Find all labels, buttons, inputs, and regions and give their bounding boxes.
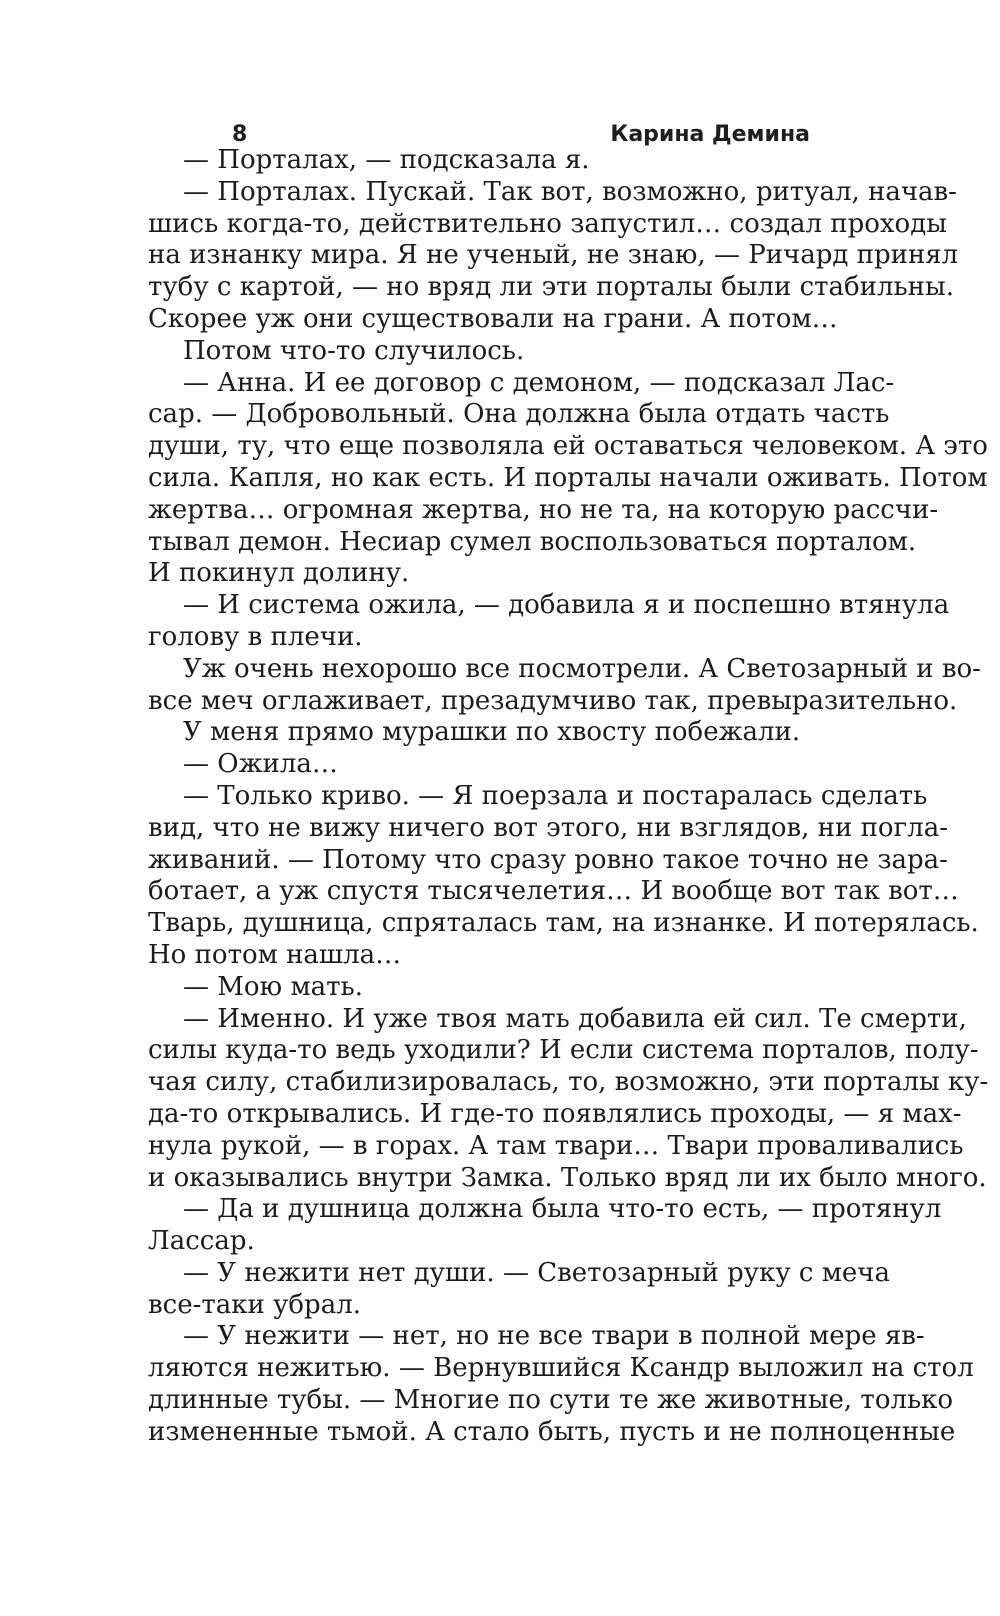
text-line: Лассар.: [148, 1226, 255, 1257]
text-line: силы куда-то ведь уходили? И если система порталов, полу-: [148, 1035, 979, 1066]
text-line: — У нежити — нет, но не все твари в полной мере яв-: [183, 1321, 925, 1352]
text-line: — Мою мать.: [183, 971, 363, 1002]
text-line: Тварь, душница, спряталась там, на изнанке. И потерялась.: [148, 908, 979, 939]
text-line: — Да и душница должна была что-то есть, — протянул: [183, 1194, 942, 1225]
text-line: У меня прямо мурашки по хвосту побежали.: [183, 717, 801, 748]
text-line: ботает, а уж спустя тысячелетия… И вообще вот так вот…: [148, 876, 959, 907]
text-line: шись когда-то, действительно запустил… создал проходы: [148, 208, 947, 239]
text-line: — Порталах, — подсказала я.: [183, 145, 590, 175]
text-line: Скорее уж они существовали на грани. А потом…: [148, 303, 838, 334]
text-line: — Только криво. — Я поерзала и постаралась сделать: [183, 780, 928, 811]
text-line: да-то открывались. И где-то появлялись проходы, — я мах-: [148, 1098, 962, 1129]
text-line: — Порталах. Пускай. Так вот, возможно, ритуал, начав-: [183, 176, 957, 207]
text-line: тубу с картой, — но вряд ли эти порталы были стабильны.: [148, 272, 954, 303]
text-line: Уж очень нехорошо все посмотрели. А Светозарный и во-: [183, 653, 981, 684]
text-line: тывал демон. Несиар сумел воспользоваться порталом.: [148, 526, 917, 557]
text-line: ляются нежитью. — Вернувшийся Ксандр выложил на стол: [148, 1353, 974, 1384]
text-line: сар. — Добровольный. Она должна была отдать часть: [148, 399, 890, 430]
page-number: 8: [232, 122, 248, 147]
text-line: на изнанку мира. Я не ученый, не знаю, — Ричард принял: [148, 240, 959, 271]
text-line: души, ту, что еще позволяла ей оставаться человеком. А это: [148, 431, 988, 462]
text-line: вид, что не вижу ничего вот этого, ни взглядов, ни погла-: [148, 812, 948, 843]
text-line: — Ожила…: [183, 749, 338, 780]
body-text: [148, 145, 989, 1449]
text-line: все меч оглаживает, презадумчиво так, превыразительно.: [148, 685, 958, 716]
text-line: — Именно. И уже твоя мать добавила ей сил. Те смерти,: [183, 1003, 967, 1034]
text-line: длинные тубы. — Многие по сути те же животные, только: [148, 1385, 954, 1416]
text-line: нула рукой, — в горах. А там твари… Твари проваливались: [148, 1130, 964, 1161]
text-line: жертва… огромная жертва, но не та, на которую рассчи-: [148, 494, 939, 525]
text-line: все-таки убрал.: [148, 1289, 361, 1320]
text-line: голову в плечи.: [148, 621, 363, 652]
text-line: сила. Капля, но как есть. И порталы начали оживать. Потом: [148, 462, 988, 493]
text-line: Потом что-то случилось.: [183, 335, 525, 366]
text-line: живаний. — Потому что сразу ровно такое точно не зара-: [148, 844, 948, 875]
text-line: Но потом нашла…: [148, 939, 402, 970]
text-line: чая силу, стабилизировалась, то, возможно, эти порталы ку-: [148, 1067, 989, 1098]
text-line: и оказывались внутри Замка. Только вряд ли их было много.: [148, 1162, 987, 1193]
text-line: — Анна. И ее договор с демоном, — подсказал Лас-: [183, 367, 895, 398]
running-head-author: Карина Демина: [610, 122, 810, 147]
text-line: — У нежити нет души. — Светозарный руку с меча: [183, 1257, 891, 1288]
text-line: — И система ожила, — добавила я и поспешно втянула: [183, 590, 950, 621]
text-line: измененные тьмой. А стало быть, пусть и не полноценные: [148, 1416, 956, 1447]
text-line: И покинул долину.: [148, 558, 410, 589]
